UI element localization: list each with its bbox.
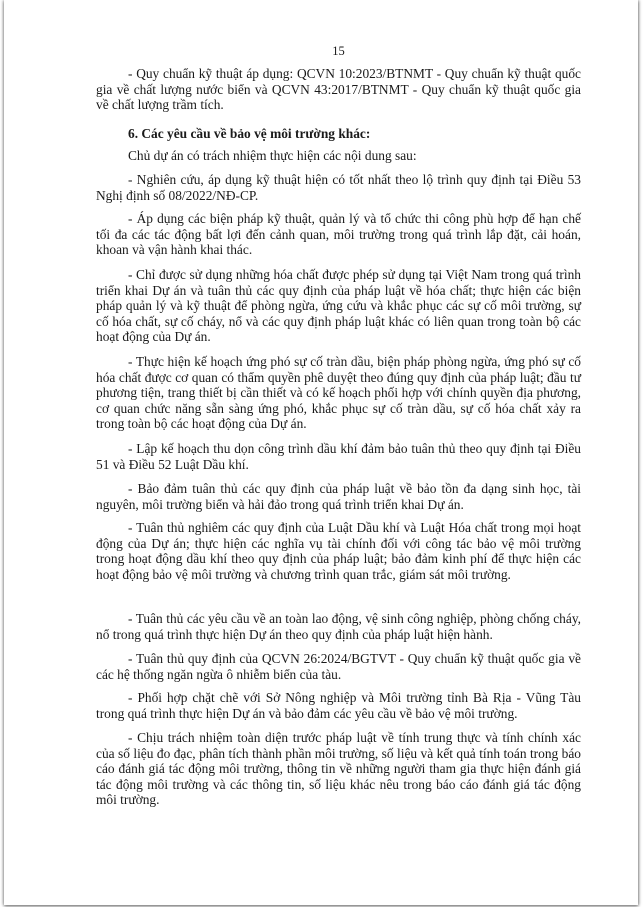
page-number: 15 [332, 44, 345, 58]
paragraph-coordination: - Phối hợp chặt chẽ với Sở Nông nghiệp và Môi trường tỉnh Bà Rịa - Vũng Tàu trong quá trình thực hiện Dự án và bảo đảm các yêu cầu về bảo vệ môi trường. [96, 690, 581, 721]
paragraph-chemicals: - Chỉ được sử dụng những hóa chất được phép sử dụng tại Việt Nam trong quá trình triển khai Dự án và tuân thủ các quy định của pháp luật về hóa chất; thực hiện các biện pháp quản lý và kỹ thuật để phòng ngừa, ứng cứu và khắc phục các sự cố môi trường, sự cố hóa chất, sự cố cháy, nổ và các quy định pháp luật khác có liên quan trong toàn bộ các hoạt động của Dự án. [96, 267, 581, 345]
document-page [4, 0, 638, 905]
paragraph-owner-responsibility: Chủ dự án có trách nhiệm thực hiện các nội dung sau: [128, 148, 417, 163]
paragraph-oil-spill-response: - Thực hiện kế hoạch ứng phó sự cố tràn dầu, biện pháp phòng ngừa, ứng phó sự cố hóa chất được cơ quan có thẩm quyền phê duyệt theo đúng quy định của pháp luật; đầu tư phương tiện, trang thiết bị cần thiết và có kế hoạch phối hợp với chính quyền địa phương, cơ quan chức năng sẵn sàng ứng phó, khắc phục sự cố tràn dầu, sự cố hóa chất xảy ra trong toàn bộ các hoạt động của Dự án. [96, 354, 581, 432]
paragraph-petroleum-law: - Tuân thủ nghiêm các quy định của Luật Dầu khí và Luật Hóa chất trong mọi hoạt động của Dự án; thực hiện các nghĩa vụ tài chính đối với công tác bảo vệ môi trường trong hoạt động dầu khí theo quy định của pháp luật; bảo đảm kinh phí để thực hiện các hoạt động bảo vệ môi trường và chương trình quan trắc, giám sát môi trường. [96, 520, 581, 582]
paragraph-decommissioning: - Lập kế hoạch thu dọn công trình dầu khí đảm bảo tuân thủ theo quy định tại Điều 51 và Điều 52 Luật Dầu khí. [96, 441, 581, 472]
paragraph-ship-pollution: - Tuân thủ quy định của QCVN 26:2024/BGTVT - Quy chuẩn kỹ thuật quốc gia về các hệ thống ngăn ngừa ô nhiễm biển của tàu. [96, 651, 581, 682]
paragraph-biodiversity: - Bảo đảm tuân thủ các quy định của pháp luật về bảo tồn đa dạng sinh học, tài nguyên, môi trường biển và hải đảo trong quá trình triển khai Dự án. [96, 481, 581, 512]
paragraph-technical-measures: - Áp dụng các biện pháp kỹ thuật, quản lý và tổ chức thi công phù hợp để hạn chế tối đa các tác động bất lợi đến cảnh quan, môi trường trong quá trình lắp đặt, cải hoán, khoan và vận hành khai thác. [96, 211, 581, 258]
paragraph-accountability: - Chịu trách nhiệm toàn diện trước pháp luật về tính trung thực và tính chính xác của số liệu đo đạc, phân tích thành phần môi trường, số liệu và kết quả tính toán trong báo cáo đánh giá tác động môi trường, thông tin về những người tham gia thực hiện đánh giá tác động môi trường và các thông tin, số liệu khác nêu trong báo cáo đánh giá tác động môi trường. [96, 730, 581, 808]
section-heading: 6. Các yêu cầu về bảo vệ môi trường khác: [128, 126, 371, 141]
paragraph-labor-safety: - Tuân thủ các yêu cầu về an toàn lao động, vệ sinh công nghiệp, phòng chống cháy, nổ trong quá trình thực hiện Dự án theo quy định của pháp luật hiện hành. [96, 611, 581, 642]
paragraph-qcvn-standards: - Quy chuẩn kỹ thuật áp dụng: QCVN 10:2023/BTNMT - Quy chuẩn kỹ thuật quốc gia về chất lượng nước biển và QCVN 43:2017/BTNMT - Quy chuẩn kỹ thuật quốc gia về chất lượng trầm tích. [96, 66, 581, 113]
paragraph-best-technology: - Nghiên cứu, áp dụng kỹ thuật hiện có tốt nhất theo lộ trình quy định tại Điều 53 Nghị định số 08/2022/NĐ-CP. [96, 172, 581, 203]
